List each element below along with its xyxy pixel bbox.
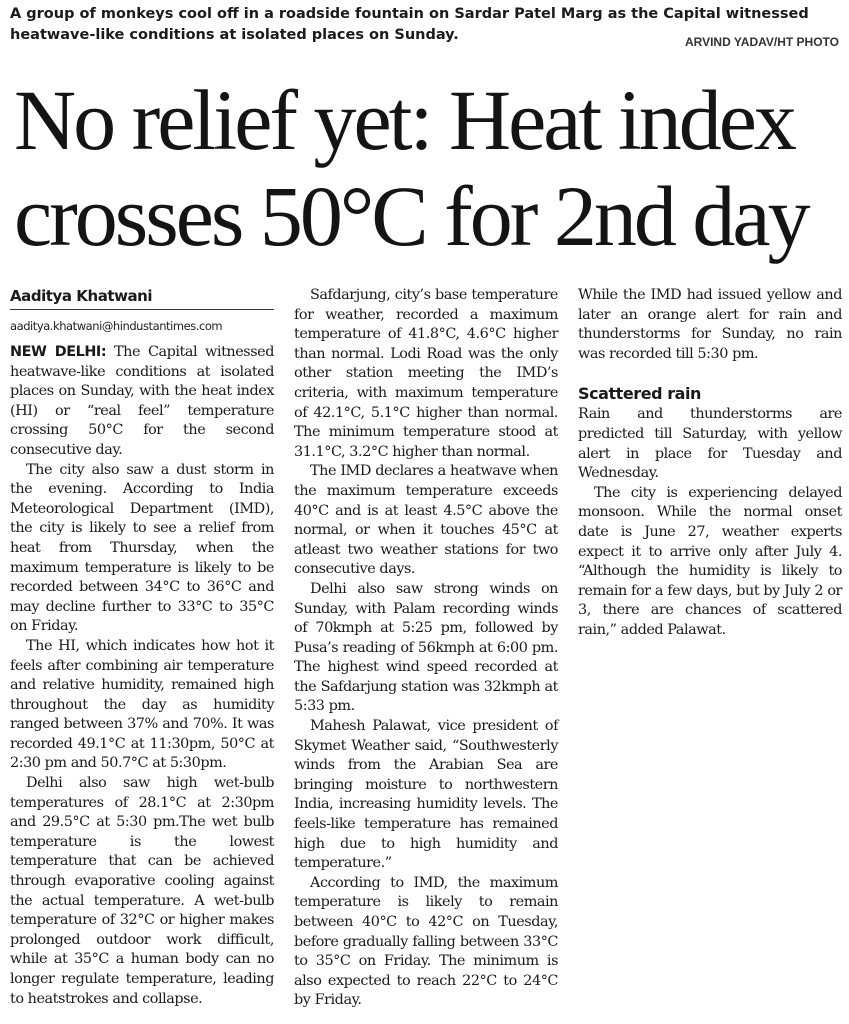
paragraph-text: Delhi also saw strong winds on Sunday, with Palam recording winds of 70kmph at 5:25 pm, followed by Pusa’s reading of 56kmph at 6:00 pm. The highest wind speed recorded at the Safdarjung station was 32kmph at 5:33 pm. (294, 580, 558, 715)
photo-caption-line-1: A group of monkeys cool off in a roadside fountain on Sardar Patel Marg as the Capital witnessed (10, 6, 809, 22)
paragraph-text: The Capital witnessed heatwave-like conditions at isolated places on Sunday, with the heat index (HI) or “real feel” temperature crossing 50°C for the second consecutive day. (10, 344, 274, 458)
article-column-1 (10, 286, 274, 1009)
article-paragraph (294, 580, 558, 717)
article-column-3 (578, 286, 842, 641)
article-paragraph: The HI, which indicates how hot it feels after combining air temperature and relative humidity, remained high throughout the day as humidity ranged between 37% and 70%. It was recorded 49.1°C at 11:30pm, 50°C at 2:30 pm and 50.7°C at 5:30pm. (10, 637, 274, 772)
article-paragraph (10, 774, 274, 1009)
paragraph-text: Scattered rain (578, 384, 701, 404)
article-paragraph (294, 462, 558, 580)
paragraph-text: While the IMD had issued yellow and later an orange alert for rain and thunderstorms for Sunday, no rain was recorded till 5:30 pm. (578, 287, 842, 362)
article-paragraph (294, 717, 558, 874)
byline-divider (10, 309, 274, 310)
article-paragraph (578, 484, 842, 641)
paragraph-text: The IMD declares a heatwave when the maximum temperature exceeds 40°C and is at least 4.5°C above the normal, or when it touches 45°C at atleast two weather stations for two consecutive days. (294, 463, 558, 578)
article-paragraph (578, 286, 842, 364)
dateline: NEW DELHI: (10, 344, 107, 360)
headline-line-2: crosses 50°C for 2nd day (14, 168, 808, 264)
subhead-scattered-rain (578, 384, 842, 404)
article-paragraph (10, 343, 274, 461)
paragraph-text: Safdarjung, city’s base temperature for weather, recorded a maximum temperature of 41.8°C, 4.6°C higher than normal. Lodi Road was the only other station meeting the IMD’s criteria, with maximum temperature of 42.1°C, 5.1°C higher than normal. The minimum temperature stood at 31.1°C, 3.2°C higher than normal. (294, 287, 558, 460)
photo-caption-line-2: heatwave-like conditions at isolated places on Sunday. (10, 27, 459, 43)
headline-line-1: No relief yet: Heat index (14, 72, 794, 168)
paragraph-text: Rain and thunderstorms are predicted till Saturday, with yellow alert in place for Tuesday and Wednesday. (578, 406, 842, 482)
headline (14, 72, 844, 264)
photo-credit: ARVIND YADAV/HT PHOTO (684, 35, 839, 49)
article-paragraph (294, 286, 558, 462)
paragraph-text: According to IMD, the maximum temperature is likely to remain between 40°C to 42°C on Tuesday, before gradually falling between 33°C to 35°C on Friday. The minimum is also expected to reach 22°C to 24°C by Friday. (294, 874, 558, 1009)
article-column-2 (294, 286, 558, 1011)
paragraph-text: The city is experiencing delayed monsoon. While the normal onset date is June 27, weather experts expect it to arrive only after July 4. “Although the humidity is likely to remain for a few days, but by July 2 or 3, there are chances of scattered rain,” added Palawat. (578, 484, 842, 638)
article-paragraph (294, 874, 558, 1011)
byline-author: Aaditya Khatwani (10, 287, 153, 305)
article-paragraph: The city also saw a dust storm in the evening. According to India Meteorological Department (IMD), the city is likely to see a relief from heat from Thursday, when the maximum temperature is likely to be recorded between 34°C to 36°C and may decline further to 33°C to 35°C on Friday. (10, 461, 274, 635)
paragraph-text: Delhi also saw high wet-bulb temperatures of 28.1°C at 2:30pm and 29.5°C at 5:30 pm.The wet bulb temperature is the lowest temperature that can be achieved through evaporative cooling against the actual temperature. A wet-bulb temperature of 32°C or higher makes prolonged outdoor work difficult, while at 35°C a human body can no longer regulate temperature, leading to heatstrokes and collapse. (10, 775, 274, 1007)
byline-email: aaditya.khatwani@hindustantimes.com (10, 319, 223, 333)
article-paragraph (578, 405, 842, 483)
paragraph-text: Mahesh Palawat, vice president of Skymet Weather said, “Southwesterly winds from the Arabian Sea are bringing moisture to northwestern India, increasing humidity levels. The feels-like temperature has remained high due to high humidity and temperature.” (294, 718, 558, 872)
